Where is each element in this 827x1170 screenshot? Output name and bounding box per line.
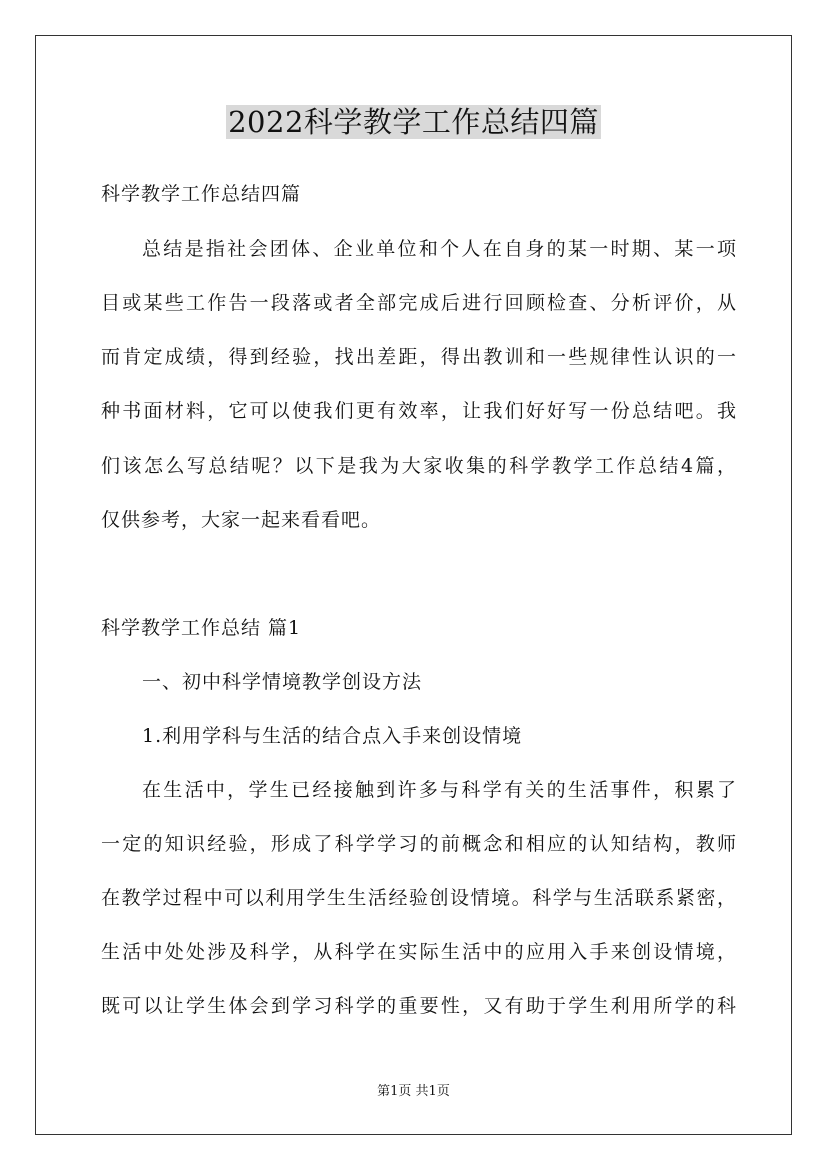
- body-line-1: 在生活中，学生已经接触到许多与科学有关的生活事件，积累了: [142, 779, 737, 801]
- body-line-4: 生活中处处涉及科学，从科学在实际生活中的应用入手来创设情境，: [101, 941, 737, 963]
- body-line-2: 一定的知识经验，形成了科学学习的前概念和相应的认知结构，教师: [101, 833, 737, 855]
- body-line-3: 在教学过程中可以利用学生生活经验创设情境。科学与生活联系紧密，: [101, 887, 737, 909]
- document-subtitle: 科学教学工作总结四篇: [101, 183, 302, 205]
- document-title: 2022科学教学工作总结四篇: [228, 105, 599, 139]
- intro-line-4: 种书面材料，它可以使我们更有效率，让我们好好写一份总结吧。我: [101, 400, 737, 422]
- page-footer: 第1页 共1页: [377, 1084, 450, 1099]
- subheading-1: 一、初中科学情境教学创设方法: [142, 671, 423, 693]
- subheading-2: 1.利用学科与生活的结合点入手来创设情境: [142, 725, 523, 747]
- body-line-5: 既可以让学生体会到学习科学的重要性，又有助于学生利用所学的科: [101, 995, 737, 1017]
- intro-line-6: 仅供参考，大家一起来看看吧。: [101, 509, 382, 531]
- intro-line-5: 们该怎么写总结呢？以下是我为大家收集的科学教学工作总结4篇，: [101, 455, 737, 477]
- section-heading: 科学教学工作总结 篇1: [101, 617, 302, 639]
- intro-line-2: 目或某些工作告一段落或者全部完成后进行回顾检查、分析评价，从: [101, 292, 737, 314]
- intro-line-3: 而肯定成绩，得到经验，找出差距，得出教训和一些规律性认识的一: [101, 346, 737, 368]
- document-title-wrap: [0, 100, 827, 144]
- intro-line-1: 总结是指社会团体、企业单位和个人在自身的某一时期、某一项: [142, 238, 737, 260]
